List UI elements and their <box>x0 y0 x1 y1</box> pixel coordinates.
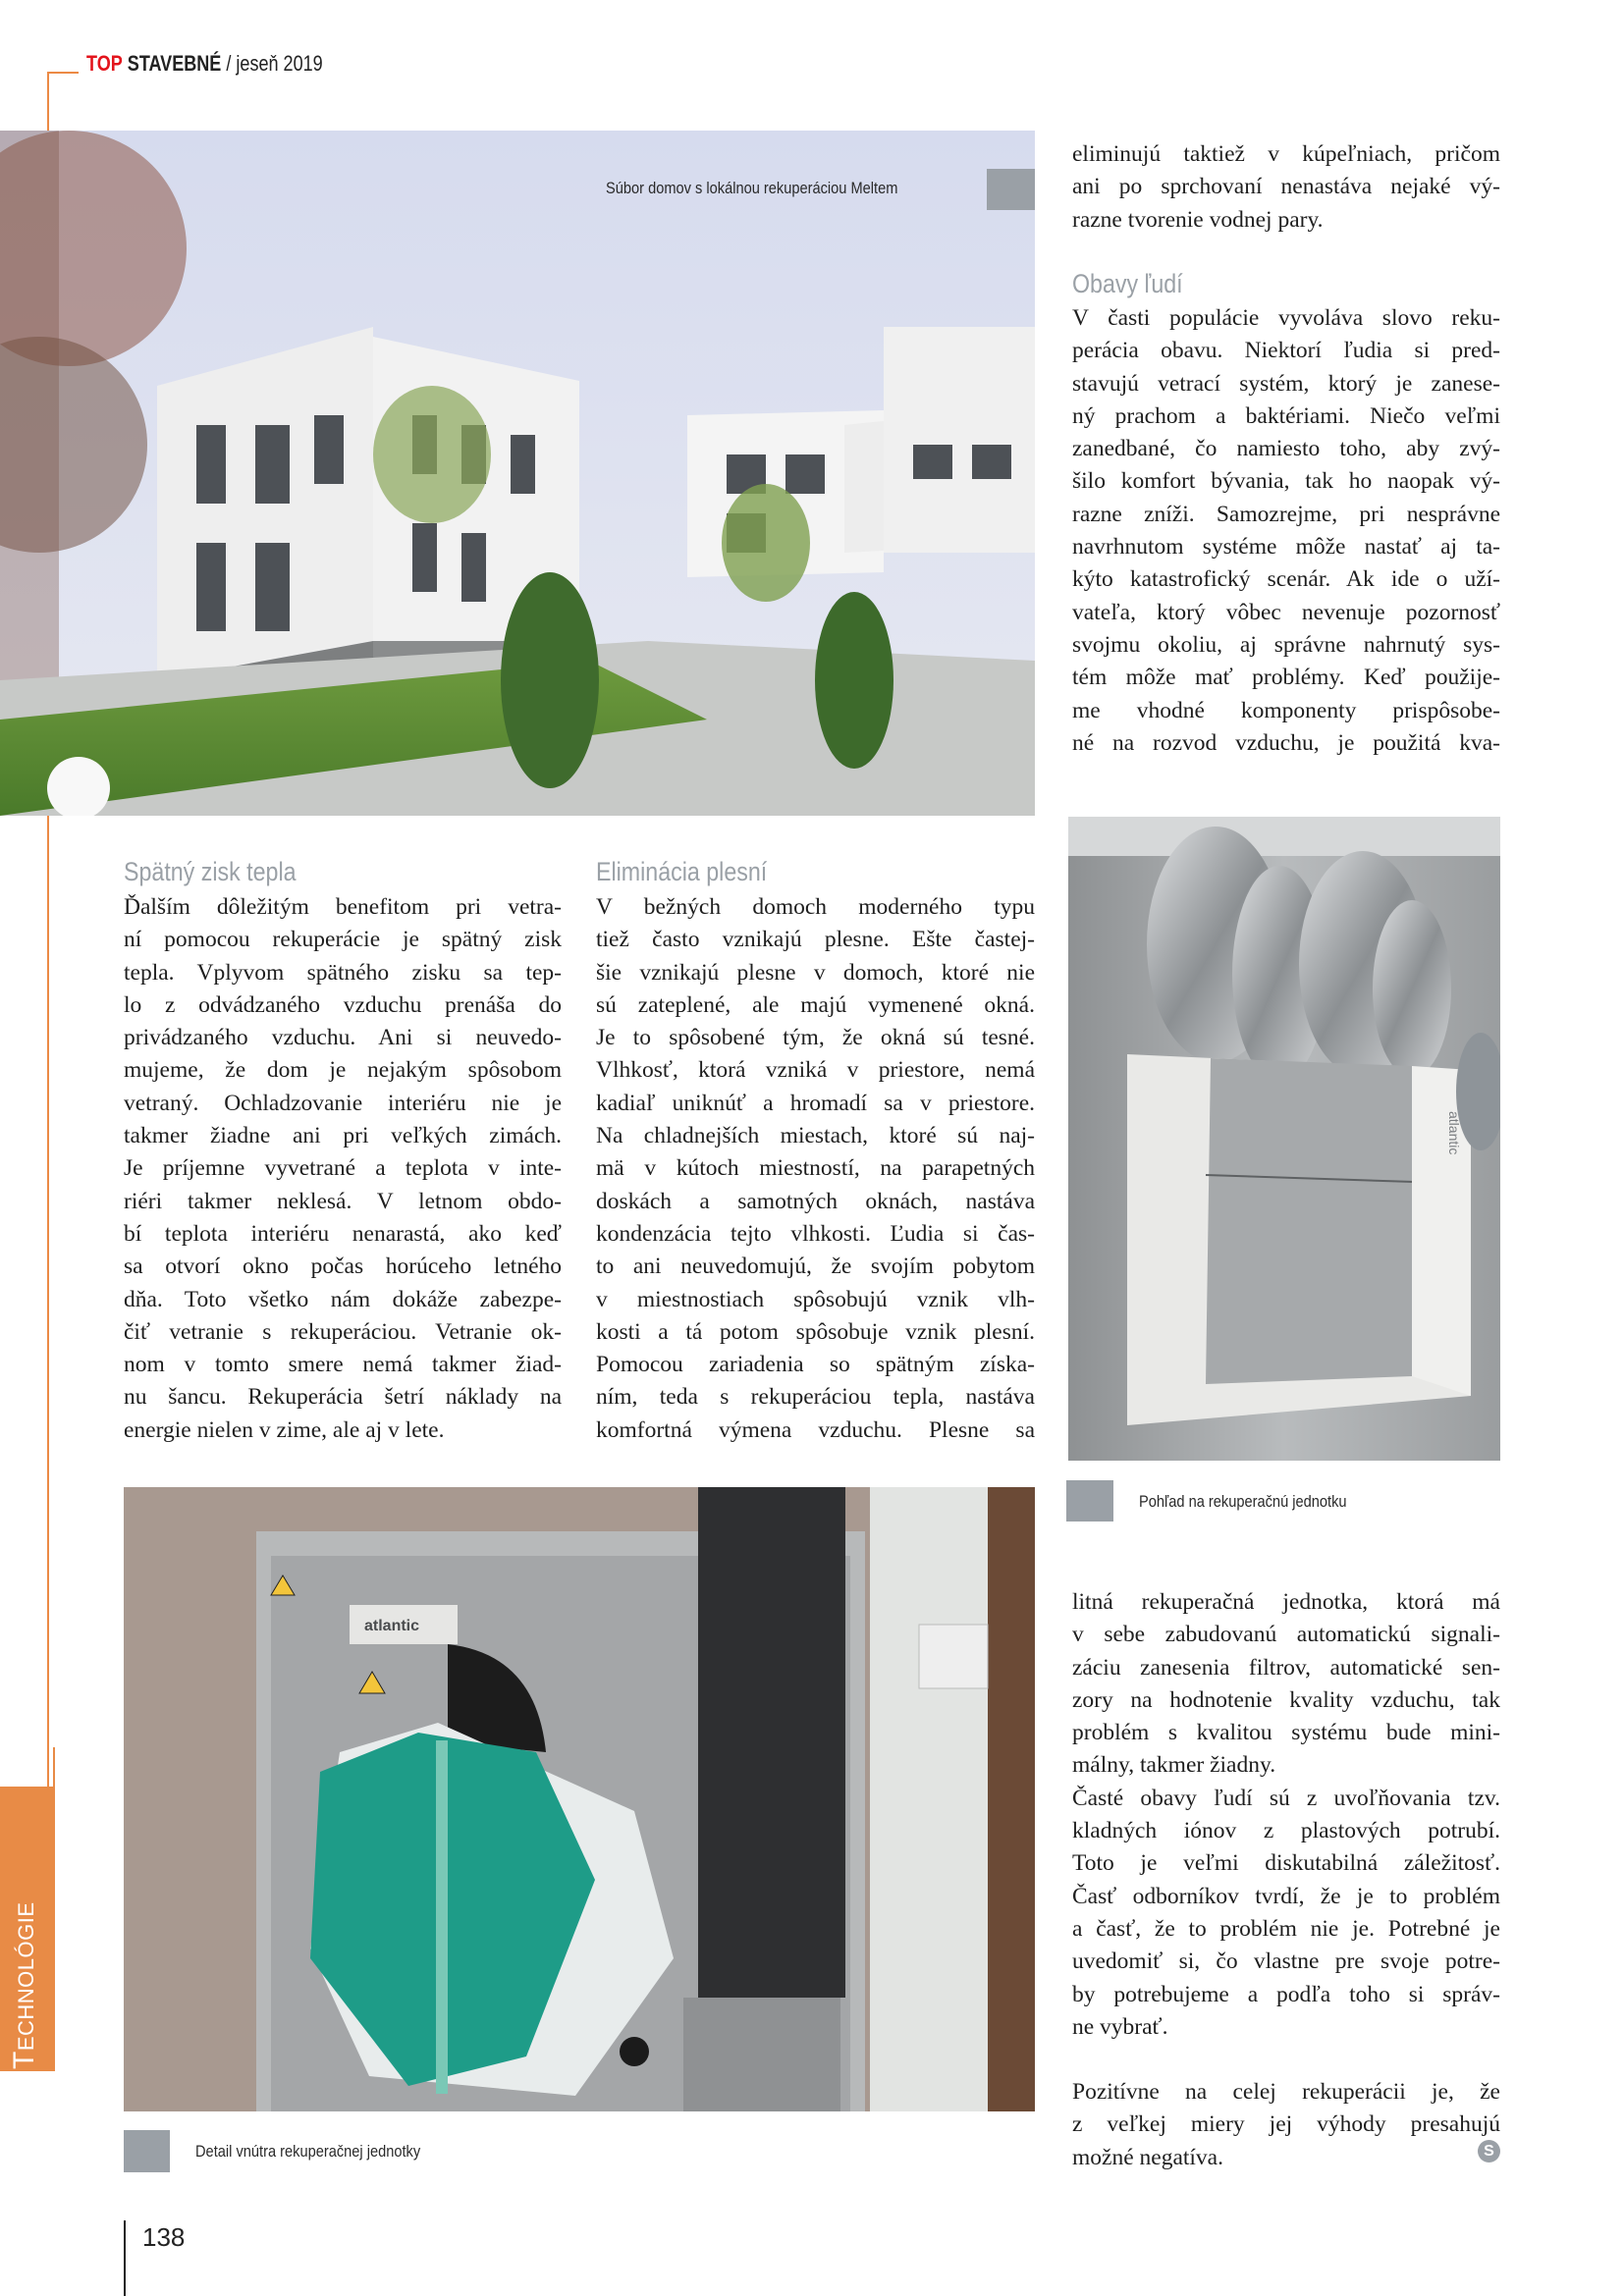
text-line: litná rekuperačná jednotka, ktorá má <box>1072 1589 1500 1615</box>
paragraph-gap <box>1072 2044 1500 2076</box>
text-line: v sebe zabudovanú automatickú signali- <box>1072 1622 1500 1648</box>
article-end-mark-icon: S <box>1478 2140 1500 2163</box>
caption-marker <box>124 2130 170 2172</box>
heading-obavy: Obavy ľudí <box>1072 269 1183 298</box>
text-line: zanedbané, čo namiesto toho, aby zvý- <box>1072 436 1500 462</box>
text-line: energie nielen v zime, ale aj v lete. <box>124 1416 445 1443</box>
heading-eliminacia-plesni: Eliminácia plesní <box>596 857 768 886</box>
text-line: z veľkej miery jej výhody presahujú <box>1072 2111 1500 2138</box>
unit-brand-label: atlantic <box>1446 1111 1462 1155</box>
text-line: kondenzácia tejto vlhkosti. Ľudia si čas- <box>596 1220 1035 1247</box>
text-line: navrhnutom systéme môže nastať aj ta- <box>1072 534 1500 561</box>
text-line: eliminujú taktiež v kúpeľniach, pričom <box>1072 141 1500 167</box>
text-line: sú zateplené, ale majú vymenené okná. <box>596 991 1035 1018</box>
text-line: privádzaného vzduchu. Ani si neuvedo- <box>124 1025 562 1051</box>
text-line: V časti populácie vyvoláva slovo reku- <box>1072 305 1500 331</box>
column-right-top <box>1072 138 1500 237</box>
brand-name: STAVEBNÉ <box>127 51 222 76</box>
text-line: perácia obavu. Niektorí ľudia si pred- <box>1072 338 1500 364</box>
text-line: by potrebujeme a podľa toho si správ- <box>1072 1981 1500 2007</box>
text-line: uvedomiť si, čo vlastne pre svoje potre- <box>1072 1949 1500 1975</box>
text-line: né na rozvod vzduchu, je použitá kva- <box>1072 729 1500 756</box>
running-header <box>86 51 323 77</box>
text-line: razne zníži. Samozrejme, pri nesprávne <box>1072 501 1500 527</box>
caption-marker <box>987 169 1035 210</box>
text-line: mujeme, že dom je nejakým spôsobom <box>124 1057 562 1084</box>
text-line: takmer žiadne ani pri veľkých zimách. <box>124 1123 562 1149</box>
text-line: kadiaľ uniknúť a hromadí sa v priestore. <box>596 1090 1035 1116</box>
text-line: kýto katastrofický scenár. Ak ide o uží- <box>1072 566 1500 593</box>
header-separator: / <box>226 51 232 76</box>
text-line: bí teplota interiéru nenarastá, ako keď <box>124 1220 562 1247</box>
text-line: ne vybrať. <box>1072 2013 1168 2040</box>
text-line: zory na hodnotenie kvality vzduchu, tak <box>1072 1686 1500 1713</box>
text-line: Ďalším dôležitým benefitom pri vetra- <box>124 894 562 920</box>
text-line: vateľa, ktorý vôbec nevenuje pozornosť <box>1072 599 1500 625</box>
text-line: lo z odvádzaného vzduchu prenáša do <box>124 991 562 1018</box>
text-line: nom v tomto smere nemá takmer žiad- <box>124 1352 562 1378</box>
text-line: záciu zanesenia filtrov, automatické sen- <box>1072 1654 1500 1681</box>
text-line: možné negatíva. <box>1072 2144 1223 2170</box>
text-line: svojmu okoliu, aj správne nahrnutý sys- <box>1072 631 1500 658</box>
section-tab-label <box>8 1901 41 2069</box>
column-eliminacia-plesni <box>596 891 1035 1447</box>
text-line: mä v kútoch miestností, na parapetných <box>596 1155 1035 1182</box>
text-line: komfortná výmena vzduchu. Plesne sa <box>596 1416 1035 1443</box>
caption-recuperation-unit: Pohľad na rekuperačnú jednotku <box>1139 1492 1347 1511</box>
text-line: razne tvorenie vodnej pary. <box>1072 206 1324 233</box>
text-line: Pomocou zariadenia so spätným získa- <box>596 1352 1035 1378</box>
heading-spatny-zisk: Spätný zisk tepla <box>124 857 297 886</box>
text-line: ním, teda s rekuperáciou tepla, nastáva <box>596 1384 1035 1411</box>
section-tab-rest: ECHNOLÓGIE <box>14 1901 38 2052</box>
text-line: vetraný. Ochladzovanie interiéru nie je <box>124 1090 562 1116</box>
header-accent-line <box>47 72 79 74</box>
caption-housing-complex: Súbor domov s lokálnou rekuperáciou Meltem <box>606 179 898 197</box>
photo-recuperation-unit <box>1068 817 1500 1461</box>
brand-top: TOP <box>86 51 123 76</box>
text-line: ní pomocou rekuperácie je spätný zisk <box>124 927 562 953</box>
text-line: ani po sprchovaní nenastáva nejaké vý- <box>1072 174 1500 200</box>
column-spatny-zisk <box>124 891 562 1447</box>
text-line: dňa. Toto všetko nám dokáže zabezpe- <box>124 1286 562 1312</box>
photo-unit-interior <box>124 1487 1035 2111</box>
text-line: to ani neuvedomujú, že svojím pobytom <box>596 1254 1035 1280</box>
text-line: doskách a samotných oknách, nastáva <box>596 1188 1035 1214</box>
text-line: málny, takmer žiadny. <box>1072 1752 1276 1779</box>
text-line: tiež často vznikajú plesne. Ešte častej- <box>596 927 1035 953</box>
caption-marker <box>1066 1480 1113 1522</box>
text-line: riéri takmer neklesá. V letnom obdo- <box>124 1188 562 1214</box>
text-line: šilo komfort bývania, tak ho naopak vý- <box>1072 468 1500 495</box>
text-line: V bežných domoch moderného typu <box>596 894 1035 920</box>
text-line: ný prachom a baktériami. Niečo veľmi <box>1072 402 1500 429</box>
text-line: sa otvorí okno počas horúceho letného <box>124 1254 562 1280</box>
text-line: Toto je veľmi diskutabilná záležitosť. <box>1072 1850 1500 1877</box>
text-line: kosti a tá potom spôsobuje vznik plesní. <box>596 1318 1035 1345</box>
text-line: šie vznikajú plesne v domoch, ktoré nie <box>596 959 1035 986</box>
text-line: Časť odborníkov tvrdí, že je to problém <box>1072 1883 1500 1909</box>
text-line: tém môže mať problémy. Keď použije- <box>1072 665 1500 691</box>
text-line: Na chladnejších miestach, ktoré sú naj- <box>596 1123 1035 1149</box>
text-line: Je to spôsobené tým, že okná sú tesné. <box>596 1025 1035 1051</box>
photo-housing-complex <box>0 131 1035 816</box>
issue-label: jeseň 2019 <box>236 51 323 76</box>
text-line: Je príjemne vyvetrané a teplota v inte- <box>124 1155 562 1182</box>
column-right-bottom <box>1072 1586 1500 2174</box>
caption-unit-interior: Detail vnútra rekuperačnej jednotky <box>195 2142 421 2161</box>
text-line: kladných iónov z plastových potrubí. <box>1072 1818 1500 1844</box>
text-line: nu šancu. Rekuperácia šetrí náklady na <box>124 1384 562 1411</box>
text-line: a časť, že to problém nie je. Potrebné je <box>1072 1915 1500 1942</box>
section-tab-accent-line <box>53 1747 55 2071</box>
column-obavy <box>1072 302 1500 760</box>
text-line: stavujú vetrací systém, ktorý je zanese- <box>1072 370 1500 397</box>
interior-brand-label: atlantic <box>364 1618 420 1634</box>
text-line: Časté obavy ľudí sú z uvoľňovania tzv. <box>1072 1785 1500 1811</box>
text-line: tepla. Vplyvom spätného zisku sa tep- <box>124 959 562 986</box>
page-number: 138 <box>142 2222 186 2252</box>
section-tab-initial: T <box>8 2051 40 2069</box>
text-line: Vlhkosť, ktorá vzniká v priestore, nemá <box>596 1057 1035 1084</box>
page-number-rule <box>124 2220 126 2296</box>
text-line: Pozitívne na celej rekuperácii je, že <box>1072 2079 1500 2106</box>
text-line: problém s kvalitou systému bude mini- <box>1072 1720 1500 1746</box>
text-line: v miestnostiach spôsobujú vznik vlh- <box>596 1286 1035 1312</box>
text-line: čiť vetranie s rekuperáciou. Vetranie ok- <box>124 1318 562 1345</box>
text-line: me vhodné komponenty prispôsobe- <box>1072 697 1500 723</box>
